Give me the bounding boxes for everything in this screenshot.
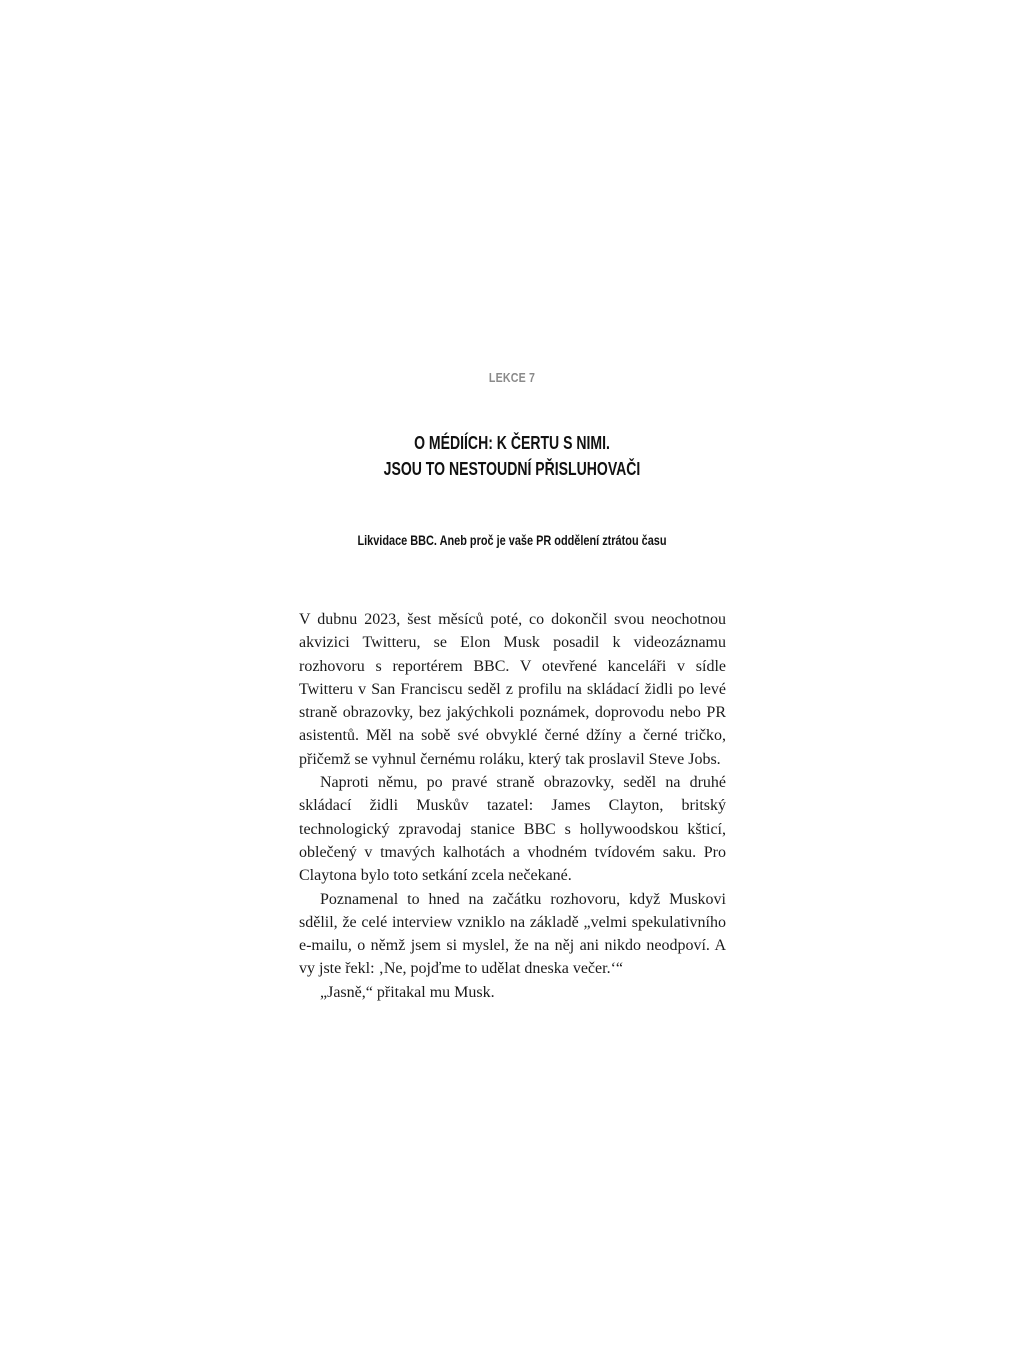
paragraph-3: Poznamenal to hned na začátku rozhovoru, když Muskovi sdělil, že celé interview vzniklo na základě „velmi spekulativního e-mailu, o němž jsem si myslel, že na něj ani nikdo neodpoví. A vy jste řekl: ‚Ne, pojďme to udělat dneska večer.‘“	[299, 890, 726, 978]
paragraph-1: V dubnu 2023, šest měsíců poté, co dokončil svou neochotnou akvizici Twitteru, se Elon Musk posadil k videozáznamu rozhovoru s reportérem BBC. V otevřené kanceláři v sídle Twitteru v San Franciscu seděl z profilu na skládací židli po levé straně obrazovky, bez jakýchkoli poznámek, doprovodu nebo PR asistentů. Měl na sobě své obvyklé černé džíny a černé tričko, přičemž se vyhnul černému roláku, který tak proslavil Steve Jobs.	[299, 611, 726, 768]
chapter-title-line-1: O MÉDIÍCH: K ČERTU S NIMI.	[414, 433, 610, 453]
chapter-title	[317, 430, 707, 482]
body-text	[299, 608, 726, 1004]
lesson-label: LEKCE 7	[488, 370, 536, 385]
chapter-title-line-2: JSOU TO NESTOUDNÍ PŘISLUHOVAČI	[383, 459, 641, 479]
paragraph-2: Naproti němu, po pravé straně obrazovky, seděl na druhé skládací židli Muskův tazatel: James Clayton, britský technologický zpravodaj stanice BBC s hollywoodskou kšticí, oblečený v tmavých kalhotách a vhodném tvídovém saku. Pro Claytona bylo toto setkání zcela nečekané.	[299, 774, 726, 885]
paragraph-4: „Jasně,“ přitakal mu Musk.	[320, 983, 495, 1001]
chapter-subtitle: Likvidace BBC. Aneb proč je vaše PR oddělení ztrátou času	[357, 532, 667, 548]
